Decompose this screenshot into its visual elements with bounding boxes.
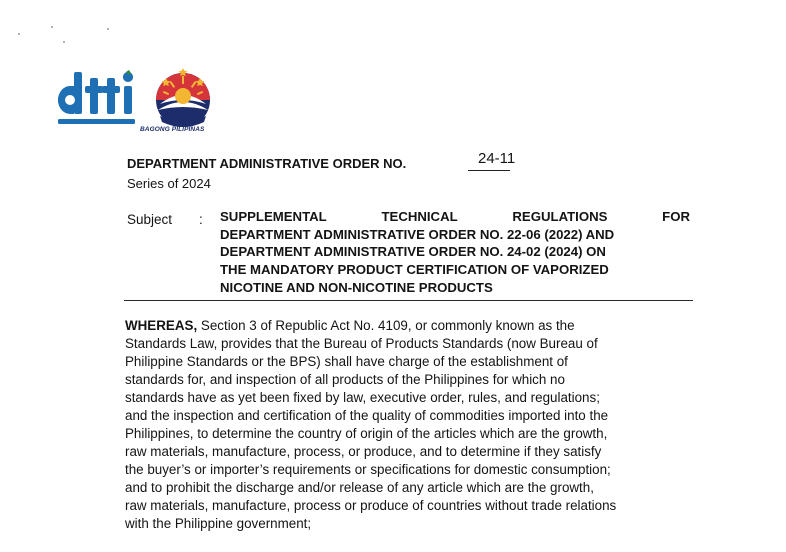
paragraph-line: Philippine Standards or the BPS) shall have charge of the establishment of (125, 354, 568, 369)
subject-line: DEPARTMENT ADMINISTRATIVE ORDER NO. 24-02 (2024) ON (220, 244, 606, 260)
subject-colon: : (199, 212, 203, 227)
subject-divider (124, 300, 693, 301)
paragraph-line: the buyer’s or importer’s requirements or specifications for domestic consumption; (125, 462, 611, 477)
paragraph-line: Standards Law, provides that the Bureau of Products Standards (now Bureau of (125, 336, 598, 351)
paragraph-line: with the Philippine government; (125, 516, 312, 531)
subject-word: SUPPLEMENTAL (220, 209, 327, 224)
subject-line: THE MANDATORY PRODUCT CERTIFICATION OF VAPORIZED (220, 262, 609, 278)
bagong-pilipinas-caption: BAGONG PILIPINAS (140, 126, 205, 133)
whereas-paragraph (125, 317, 691, 533)
subject-label: Subject (127, 212, 173, 227)
paragraph-line: and to prohibit the discharge and/or release of any article which are the growth, (125, 480, 594, 495)
subject-word: FOR (662, 209, 690, 224)
dti-logo-text: dti (58, 64, 60, 65)
paragraph-line (125, 317, 691, 335)
whereas-lead: WHEREAS, (125, 318, 198, 333)
subject-line (220, 208, 690, 226)
paragraph-line: raw materials, manufacture, process or produce of countries without trade relations (125, 498, 617, 513)
subject-text (220, 208, 690, 297)
paragraph-line: Philippines, to determine the country of origin of the articles which are the growth, (125, 426, 608, 441)
order-title: DEPARTMENT ADMINISTRATIVE ORDER NO. (127, 156, 407, 171)
subject-line: NICOTINE AND NON-NICOTINE PRODUCTS (220, 279, 493, 295)
order-number: 24-11 (478, 150, 516, 167)
subject-line: DEPARTMENT ADMINISTRATIVE ORDER NO. 22-06 (2022) AND (220, 226, 615, 242)
paragraph-line: standards have as yet been fixed by law, executive order, rules, and regulations; (125, 390, 600, 405)
order-number-underline (468, 170, 510, 171)
paragraph-line: raw materials, manufacture, process, or produce, and to determine if they satisfy (125, 444, 602, 459)
subject-word: TECHNICAL (381, 209, 458, 224)
subject-word: REGULATIONS (512, 209, 608, 224)
paragraph-line: and the inspection and certification of the quality of commodities imported into the (125, 408, 609, 423)
paragraph-line-rest: Section 3 of Republic Act No. 4109, or commonly known as the (200, 318, 575, 333)
order-series: Series of 2024 (127, 176, 211, 191)
paragraph-line: standards for, and inspection of all products of the Philippines for which no (125, 372, 565, 387)
dti-logo (58, 64, 142, 136)
